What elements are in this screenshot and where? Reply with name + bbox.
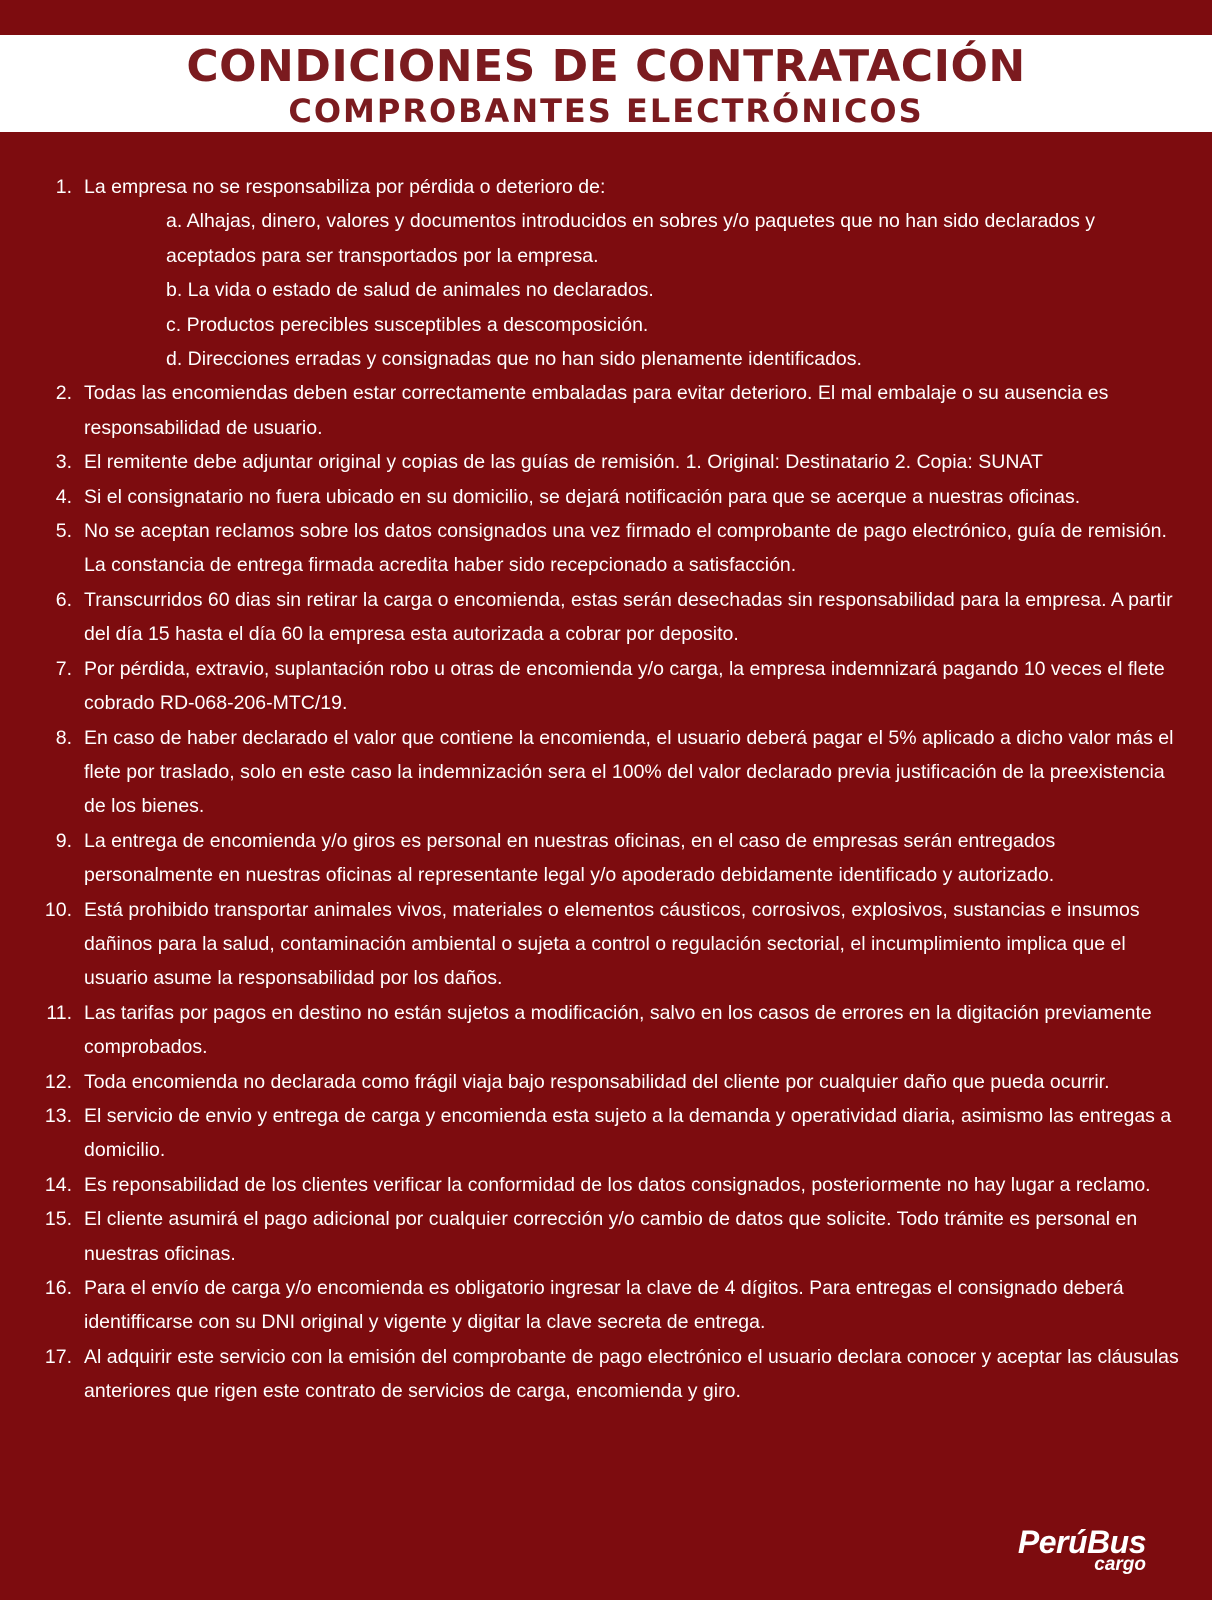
clause-item (0, 445, 1212, 479)
clause-item (0, 1340, 1212, 1409)
perubus-cargo-logo (976, 1524, 1146, 1582)
clause-text: El remitente debe adjuntar original y copias de las guías de remisión. 1. Original: Destinatario 2. Copia: SUNAT (84, 451, 1043, 474)
clause-item (0, 480, 1212, 514)
clause-number: 6. (55, 588, 72, 611)
clause-subitems-wrapper (0, 204, 1212, 376)
clause-subitem: c. Productos perecibles susceptibles a descomposición. (166, 313, 649, 336)
clause-item (0, 1099, 1212, 1168)
clause-number: 15. (44, 1208, 72, 1231)
clause-item (0, 1271, 1212, 1340)
clauses-list (0, 170, 1212, 1409)
clause-text: Está prohibido transportar animales vivos, materiales o elementos cáusticos, corrosivos, explosivos, sustancias e insumos dañinos para la salud, contaminación ambiental o sujeta a control o regulación sectorial, el incumplimiento implica que el usuario asume la responsabilidad por los daños. (84, 898, 1140, 990)
clause-text: Por pérdida, extravio, suplantación robo u otras de encomienda y/o carga, la empresa indemnizará pagando 10 veces el flete cobrado RD-068-206-MTC/19. (84, 657, 1165, 715)
clause-number: 17. (44, 1345, 72, 1368)
clause-item (0, 824, 1212, 893)
clause-number: 14. (44, 1173, 72, 1196)
clause-number: 5. (55, 520, 72, 543)
clause-text: Para el envío de carga y/o encomienda es obligatorio ingresar la clave de 4 dígitos. Para entregas el consignado deberá identifficarse con su DNI original y vigente y digitar la clave secreta de entrega. (84, 1277, 1124, 1334)
clause-item (0, 1065, 1212, 1099)
clause-text: El servicio de envio y entrega de carga y encomienda esta sujeto a la demanda y operatividad diaria, asimismo las entregas a domicilio. (84, 1104, 1172, 1162)
clause-number: 16. (44, 1277, 72, 1299)
clause-number: 11. (46, 1001, 72, 1024)
clause-item (0, 1202, 1212, 1271)
clause-text: En caso de haber declarado el valor que contiene la encomienda, el usuario deberá pagar el 5% aplicado a dicho valor más el flete por traslado, solo en este caso la indemnización sera el 100% del valor declarado previa justificación de la preexistencia de los bienes. (84, 726, 1174, 818)
clause-number: 8. (55, 726, 72, 749)
clause-item (0, 514, 1212, 583)
clause-item (0, 652, 1212, 721)
clause-text: Al adquirir este servicio con la emisión del comprobante de pago electrónico el usuario declara conocer y aceptar las cláusulas anteriores que rigen este contrato de servicios de carga, encomienda y giro. (84, 1345, 1179, 1403)
clause-item (0, 170, 1212, 204)
clause-number: 9. (55, 829, 72, 852)
clause-text: Si el consignatario no fuera ubicado en su domicilio, se dejará notificación para que se acerque a nuestras oficinas. (84, 485, 1081, 508)
clause-text: Las tarifas por pagos en destino no están sujetos a modificación, salvo en los casos de errores en la digitación previamente comprobados. (84, 1001, 1152, 1059)
page-subtitle: COMPROBANTES ELECTRÓNICOS (288, 92, 924, 130)
clause-number: 13. (44, 1104, 72, 1127)
clause-text: Es reponsabilidad de los clientes verificar la conformidad de los datos consignados, posteriormente no hay lugar a reclamo. (84, 1173, 1151, 1196)
clause-subitem: d. Direcciones erradas y consignadas que no han sido plenamente identificados. (166, 348, 862, 371)
clause-number: 10. (44, 898, 72, 921)
clause-text: Toda encomienda no declarada como frágil viaja bajo responsabilidad del cliente por cualquier daño que pueda ocurrir. (84, 1070, 1110, 1093)
logo-subtitle: cargo (1094, 1554, 1146, 1575)
header-banner (0, 35, 1212, 132)
clause-number: 3. (55, 451, 72, 474)
clause-text: Todas las encomiendas deben estar correctamente embaladas para evitar deterioro. El mal embalaje o su ausencia es responsabilidad de usuario. (84, 382, 1109, 439)
clause-number: 2. (55, 382, 72, 405)
clause-text: La entrega de encomienda y/o giros es personal en nuestras oficinas, en el caso de empresas serán entregados personalmente en nuestras oficinas al representante legal y/o apoderado debidamente identificado y autorizado. (84, 829, 1056, 887)
clause-text: Transcurridos 60 dias sin retirar la carga o encomienda, estas serán desechadas sin responsabilidad para la empresa. A partir del día 15 hasta el día 60 la empresa esta autorizada a cobrar por deposito. (84, 588, 1173, 646)
clause-number: 4. (55, 485, 72, 508)
clause-number: 7. (55, 657, 72, 680)
clause-number: 12. (44, 1070, 72, 1093)
clause-text: No se aceptan reclamos sobre los datos consignados una vez firmado el comprobante de pago electrónico, guía de remisión. La constancia de entrega firmada acredita haber sido recepcionado a satisfacción. (84, 520, 1167, 577)
clause-item (0, 893, 1212, 996)
logo-wordmark: PerúBus (1017, 1524, 1146, 1560)
clause-item (0, 721, 1212, 824)
clause-text: La empresa no se responsabiliza por pérdida o deterioro de: (84, 176, 606, 198)
clause-subitems (0, 204, 1212, 376)
clause-subitem: b. La vida o estado de salud de animales no declarados. (166, 279, 654, 302)
page-title: CONDICIONES DE CONTRATACIÓN (186, 41, 1026, 92)
clause-item (0, 376, 1212, 445)
clause-item (0, 996, 1212, 1065)
clause-text: El cliente asumirá el pago adicional por cualquier corrección y/o cambio de datos que solicite. Todo trámite es personal en nuestras oficinas. (84, 1208, 1138, 1265)
clause-item (0, 583, 1212, 652)
clause-item (0, 1168, 1212, 1202)
clause-subitem: a. Alhajas, dinero, valores y documentos introducidos en sobres y/o paquetes que no han sido declarados y aceptados para ser transportados por la empresa. (166, 210, 1096, 267)
clause-number: 1. (55, 176, 72, 198)
